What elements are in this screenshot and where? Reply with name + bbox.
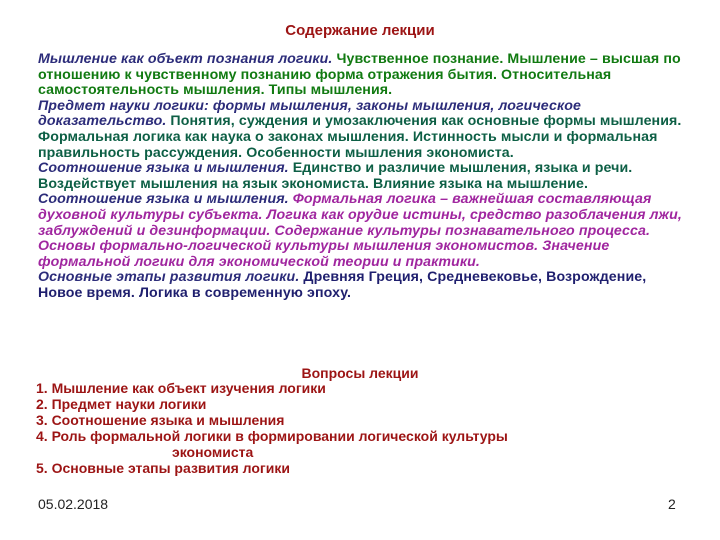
slide-title: Содержание лекции bbox=[285, 22, 435, 39]
paragraph-5-body: Древняя Греция, Средневековье, Возрождение, Новое время. Логика в современную эпоху. bbox=[38, 269, 647, 301]
paragraph-1-body: Чувственное познание. Мышление – высшая по отношению к чувственному познанию форма отражения бытия. Относительная самостоятельность мышления. Типы мышления. bbox=[38, 51, 681, 99]
paragraph-4 bbox=[38, 192, 688, 270]
page-number: 2 bbox=[668, 496, 676, 512]
paragraph-2 bbox=[38, 99, 688, 161]
question-item-5: 5. Основные этапы развития логики bbox=[36, 460, 290, 476]
lecture-contents bbox=[38, 52, 688, 302]
paragraph-5-heading: Основные этапы развития логики. bbox=[38, 269, 300, 286]
paragraph-3-body: Единство и различие мышления, языка и речи. Воздействует мышления на язык экономиста. Влияние языка на мышление. bbox=[38, 160, 633, 192]
questions-list bbox=[36, 380, 676, 476]
paragraph-3-heading: Соотношение языка и мышления. bbox=[38, 160, 289, 177]
paragraph-5 bbox=[38, 270, 688, 301]
paragraph-4-heading: Соотношение языка и мышления. bbox=[38, 191, 289, 208]
question-item-4-continued bbox=[36, 444, 676, 460]
paragraph-4-body: Формальная логика – важнейшая составляющая духовной культуры субъекта. Логика как орудие истины, средство разоблачения лжи, заблуждений и дезинформации. Содержание культуры познавательного процесса. Основы формально-логической культуры мышления экономистов. Значение формальной логики для экономической теории и практики. bbox=[38, 191, 682, 270]
paragraph-1-heading: Мышление как объект познания логики. bbox=[38, 51, 333, 67]
paragraph-2-body: Понятия, суждения и умозаключения как основные формы мышления. Формальная логика как наука о законах мышления. Истинность мысли и формальная правильность рассуждения. Особенности мышления экономиста. bbox=[38, 113, 682, 161]
questions-title: Вопросы лекции bbox=[301, 365, 419, 381]
paragraph-3 bbox=[38, 161, 688, 192]
paragraph-1 bbox=[38, 52, 688, 99]
question-item-1: 1. Мышление как объект изучения логики bbox=[36, 380, 326, 396]
paragraph-2-heading: Предмет науки логики: формы мышления, законы мышления, логическое доказательство. bbox=[38, 97, 582, 130]
footer-date: 05.02.2018 bbox=[38, 496, 109, 512]
question-item-4-continuation: экономиста bbox=[172, 444, 254, 460]
question-item-2: 2. Предмет науки логики bbox=[36, 396, 207, 412]
question-item-4: 4. Роль формальной логики в формировании логической культуры bbox=[36, 428, 508, 444]
question-item-3: 3. Соотношение языка и мышления bbox=[36, 412, 285, 428]
